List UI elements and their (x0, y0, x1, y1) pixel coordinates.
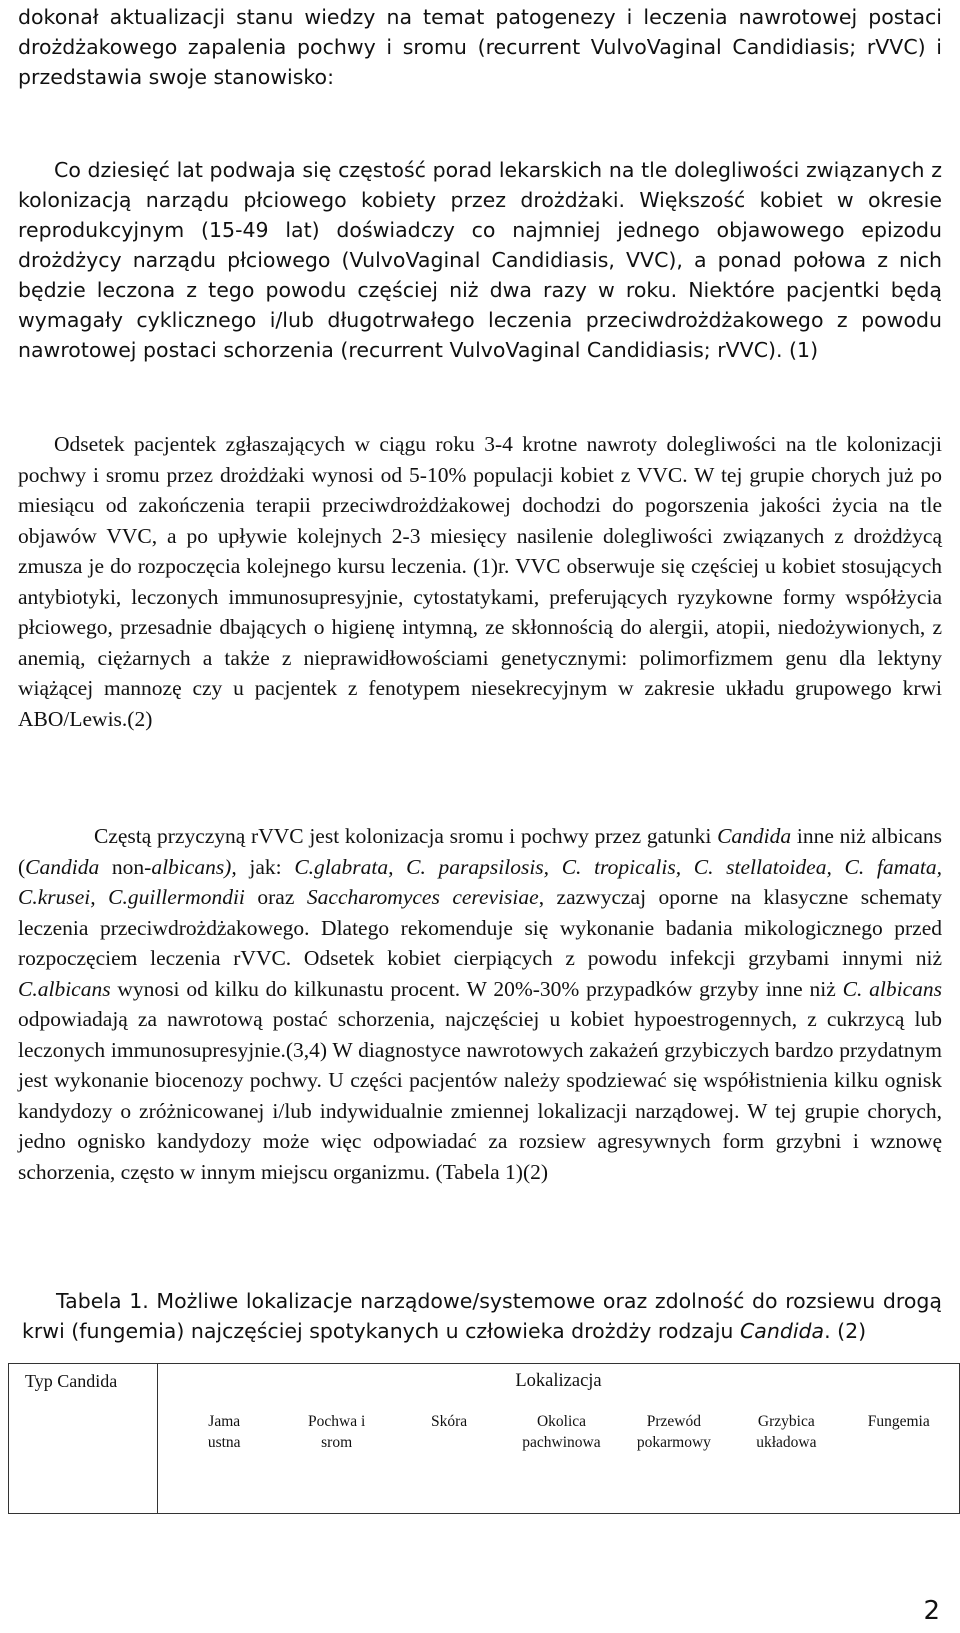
subcol-pochwa-srom: Pochwa i srom (308, 1413, 366, 1451)
candida-localization-table (8, 1363, 960, 1514)
subcol-grzybica-ukladowa: Grzybica układowa (756, 1413, 817, 1451)
subcol-okolica-pachwinowa: Okolica pachwinowa (522, 1413, 601, 1451)
lokalizacja-subcolumns (158, 1411, 959, 1453)
table-caption: Tabela 1. Możliwe lokalizacje narządowe/systemowe oraz zdolność do rozsiewu drogą krwi (fungemia) najczęściej spotykanych u człowieka drożdży rodzaju Candida. (2) (22, 1289, 942, 1343)
subcol-fungemia: Fungemia (867, 1413, 930, 1430)
lokalizacja-title: Lokalizacja (515, 1371, 602, 1391)
paragraph-species: Częstą przyczyną rVVC jest kolonizacja sromu i pochwy przez gatunki Candida inne niż albicans (Candida non-albicans), jak: C.glabrata, C. parapsilosis, C. tropicalis, C. stellatoidea, C. famata, C.krusei, C.guillermondii oraz Saccharomyces cerevisiae, zazwyczaj oporne na klasyczne schematy leczenia przeciwdrożdżakowego. Dlatego rekomenduje się wykonanie badania mikologicznego przed rozpoczęciem leczenia rVVC. Odsetek kobiet cierpiących z powodu infekcji grzybami innymi niż C.albicans wynosi od kilku do kilkunastu procent. W 20%-30% przypadków grzyby inne niż C. albicans odpowiadają za nawrotową postać schorzenia, najczęściej u kobiet hypoestrogennych, z cukrzycą lub leczonych immunosupresyjnie.(3,4) W diagnostyce nawrotowych zakażeń grzybiczych bardzo przydatnym jest wykonanie biocenozy pochwy. U części pacjentów należy spodziewać się współistnienia kilku ognisk kandydozy o zróżnicowanej i/lub indywidualnie zmiennej lokalizacji narządowej. W tej grupie chorych, jedno ognisko kandydozy może więc odpowiadać za rozsiew agresywnych form grzybni i wznowę schorzenia, często w innym miejscu organizmu. (Tabela 1)(2) (18, 824, 942, 1184)
paragraph-frequency: Co dziesięć lat podwaja się częstość porad lekarskich na tle dolegliwości związanych z kolonizacją narządu płciowego kobiety przez drożdżaki. Większość kobiet w okresie reprodukcyjnym (15-49 lat) doświadczy co najmniej jednego objawowego epizodu drożdżycy narządu płciowego (VulvoVaginal Candidiasis, VVC), a ponad połowa z nich będzie leczona z tego powodu częściej niż dwa razy w roku. Niektóre pacjentki będą wymagały cyklicznego i/lub długotrwałego leczenia przeciwdrożdżakowego z powodu nawrotowej postaci schorzenia (recurrent VulvoVaginal Candidiasis; rVVC). (1) (18, 158, 942, 362)
header-typ-candida: Typ Candida (9, 1364, 158, 1514)
subcol-przewod-pokarmowy: Przewód pokarmowy (636, 1413, 711, 1451)
subcol-skora: Skóra (430, 1413, 468, 1430)
paragraph-recurrence: Odsetek pacjentek zgłaszających w ciągu roku 3-4 krotne nawroty dolegliwości na tle kolonizacji pochwy i sromu przez drożdżaki wynosi od 5-10% populacji kobiet z VVC. W tej grupie chorych już po miesiącu od zakończenia terapii przeciwdrożdżakowej dochodzi do pogorszenia jakości życia na tle objawów VVC, a po upływie kolejnych 2-3 miesięcy nasilenie dolegliwości związanych z drożdżycą zmusza je do rozpoczęcia kolejnego kursu leczenia. (1)r. VVC obserwuje się częściej u kobiet stosujących antybiotyki, leczonych immunosupresyjnie, cytostatykami, preferujących ryzykowne formy współżycia płciowego, przesadnie dbających o higienę intymną, ze skłonnością do alergii, atopii, niedożywionych, z anemią, ciężarnych a także z nieprawidłowościami genetycznymi: polimorfizmem genu dla lektyny wiążącej mannozę czy u pacjentek z fenotypem niesekrecyjnym w zakresie układu grupowego krwi ABO/Lewis.(2) (18, 432, 942, 731)
page-number: 2 (923, 1596, 940, 1626)
subcol-jama-ustna: Jama ustna (207, 1413, 241, 1451)
header-lokalizacja (158, 1364, 960, 1514)
paragraph-intro: dokonał aktualizacji stanu wiedzy na temat patogenezy i leczenia nawrotowej postaci drożdżakowego zapalenia pochwy i sromu (recurrent VulvoVaginal Candidiasis; rVVC) i przedstawia swoje stanowisko: (18, 5, 942, 89)
